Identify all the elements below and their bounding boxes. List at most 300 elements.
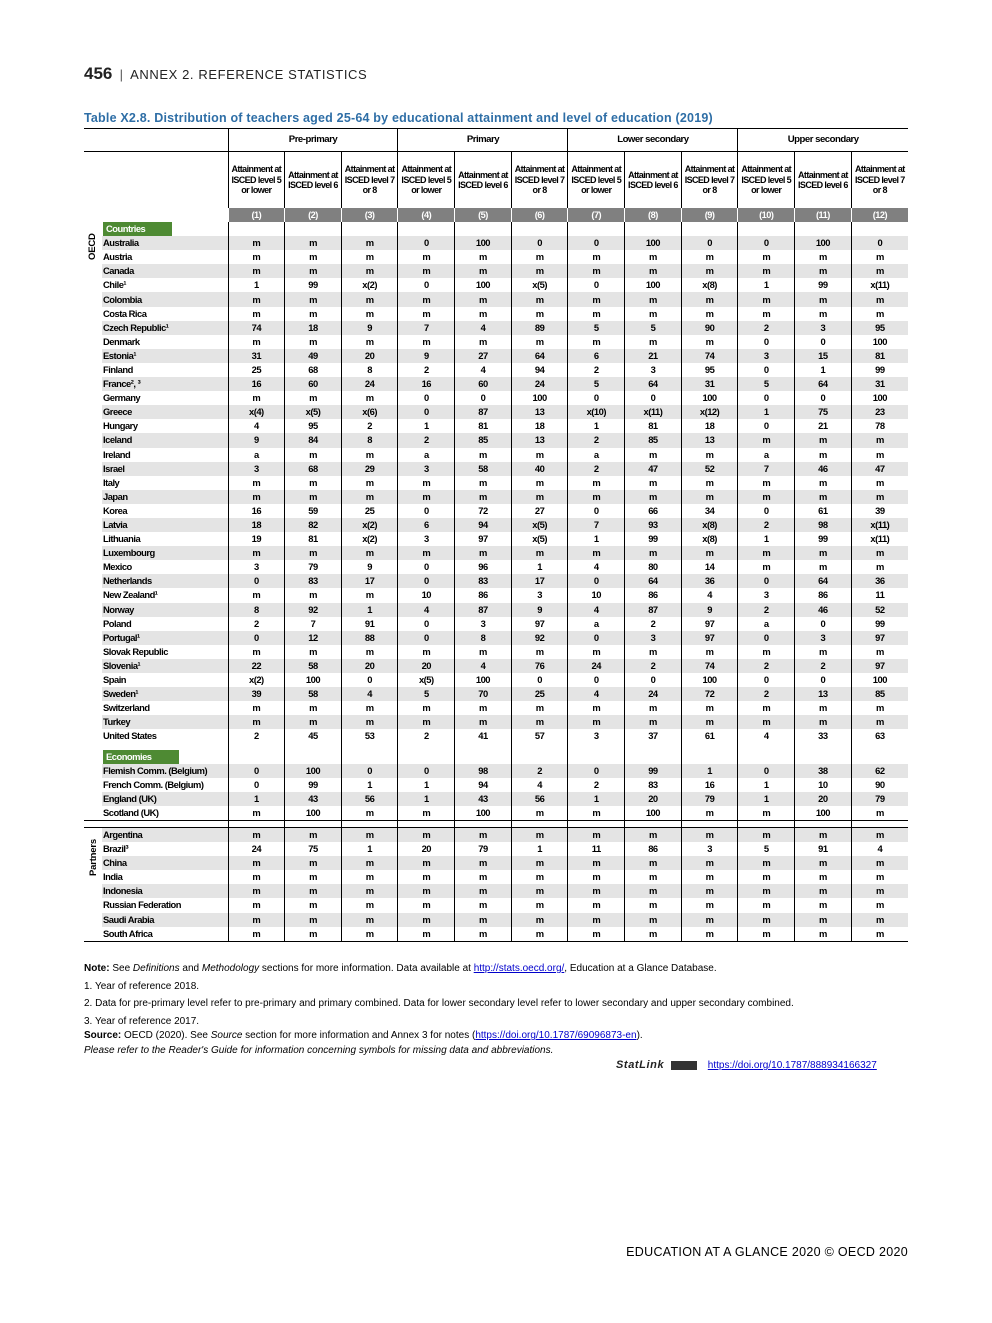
row-label: Slovenia¹: [102, 659, 228, 673]
group-header-primary: Primary: [398, 129, 568, 152]
statlink-wordmark: StatLink: [616, 1059, 665, 1071]
table-cell: 20: [795, 792, 852, 806]
table-cell: m: [228, 264, 285, 278]
table-cell: x(11): [851, 532, 908, 546]
table-cell: 82: [285, 518, 342, 532]
table-cell: 9: [398, 349, 455, 363]
table-cell: m: [285, 264, 342, 278]
table-cell: m: [398, 292, 455, 306]
table-cell: m: [228, 250, 285, 264]
table-cell: 0: [398, 560, 455, 574]
table-cell: 97: [681, 631, 738, 645]
table-cell: 99: [851, 363, 908, 377]
footnote-2: 2. Data for pre-primary level refer to pre-primary and primary combined. Data for lower secondary level refer to lower secondary and upper secondary combined.: [84, 998, 794, 1010]
table-cell: m: [511, 546, 568, 560]
row-tag-cell: [84, 476, 102, 490]
note-text: , Education at a Glance Database.: [564, 963, 717, 974]
table-cell: 3: [455, 617, 512, 631]
table-cell: m: [795, 884, 852, 898]
table-cell: 99: [795, 278, 852, 292]
page-number: 456: [84, 64, 113, 83]
table-cell: 92: [511, 631, 568, 645]
table-cell: m: [738, 490, 795, 504]
table-cell: 25: [511, 687, 568, 701]
table-cell: 95: [681, 363, 738, 377]
row-tag-cell: [84, 250, 102, 264]
table-cell: 61: [795, 504, 852, 518]
table-row: [84, 405, 908, 419]
section-row-economies: [84, 749, 908, 763]
table-cell: m: [341, 236, 398, 250]
table-cell: m: [795, 645, 852, 659]
table-cell: 9: [228, 433, 285, 447]
table-cell: 81: [851, 349, 908, 363]
row-label: Canada: [102, 264, 228, 278]
empty-cell: [285, 222, 342, 236]
table-row: [84, 264, 908, 278]
table-cell: 0: [738, 631, 795, 645]
table-cell: m: [851, 433, 908, 447]
table-cell: m: [285, 250, 342, 264]
column-number: (4): [398, 208, 455, 222]
table-cell: 0: [738, 335, 795, 349]
table-row: [84, 645, 908, 659]
table-cell: 0: [398, 617, 455, 631]
table-cell: 33: [795, 729, 852, 743]
table-cell: m: [398, 884, 455, 898]
table-cell: x(4): [228, 405, 285, 419]
table-cell: m: [851, 856, 908, 870]
table-cell: 5: [625, 321, 682, 335]
table-cell: 0: [228, 778, 285, 792]
table-row: [84, 884, 908, 898]
table-cell: m: [568, 264, 625, 278]
row-tag-cell: [84, 321, 102, 335]
table-cell: m: [568, 913, 625, 927]
group-header-upper-secondary: Upper secondary: [738, 129, 908, 152]
table-row: [84, 870, 908, 884]
table-cell: 1: [568, 532, 625, 546]
empty-cell: [228, 222, 285, 236]
statlink-logo-icon: [671, 1061, 697, 1070]
empty-cell: [455, 749, 512, 763]
table-cell: m: [738, 827, 795, 842]
row-label: Israel: [102, 462, 228, 476]
row-tag-cell: [84, 560, 102, 574]
table-cell: a: [398, 448, 455, 462]
table-cell: m: [228, 715, 285, 729]
table-cell: m: [455, 292, 512, 306]
table-cell: m: [455, 476, 512, 490]
row-label: Iceland: [102, 433, 228, 447]
table-cell: 2: [738, 687, 795, 701]
table-cell: m: [398, 546, 455, 560]
empty-cell: [341, 749, 398, 763]
table-cell: m: [285, 898, 342, 912]
table-row: [84, 806, 908, 821]
table-cell: 87: [625, 603, 682, 617]
table-row: [84, 603, 908, 617]
table-cell: m: [228, 913, 285, 927]
table-cell: m: [228, 645, 285, 659]
row-tag-cell: [84, 715, 102, 729]
column-subheader: Attainment at ISCED level 6: [285, 152, 342, 209]
table-cell: m: [511, 856, 568, 870]
table-cell: 3: [398, 532, 455, 546]
table-cell: 8: [341, 363, 398, 377]
table-row: [84, 617, 908, 631]
table-cell: 17: [511, 574, 568, 588]
column-number: (1): [228, 208, 285, 222]
table-row: [84, 433, 908, 447]
table-cell: 3: [795, 321, 852, 335]
table-cell: 96: [455, 560, 512, 574]
table-cell: 80: [625, 560, 682, 574]
table-cell: 2: [228, 617, 285, 631]
table-cell: 20: [625, 792, 682, 806]
table-cell: m: [625, 913, 682, 927]
table-cell: m: [681, 898, 738, 912]
table-cell: 1: [738, 405, 795, 419]
readers-guide-note: Please refer to the Reader's Guide for information concerning symbols for missing data and abbreviations.: [84, 1044, 554, 1056]
table-cell: m: [341, 490, 398, 504]
table-cell: 37: [625, 729, 682, 743]
note-methodology: Methodology: [201, 963, 260, 974]
table-cell: 1: [228, 278, 285, 292]
table-cell: 0: [398, 391, 455, 405]
column-number: (7): [568, 208, 625, 222]
table-cell: 0: [341, 764, 398, 778]
column-number: (3): [341, 208, 398, 222]
table-cell: 19: [228, 532, 285, 546]
note-label: Note:: [84, 963, 110, 974]
table-cell: m: [681, 264, 738, 278]
table-cell: m: [738, 856, 795, 870]
table-cell: 0: [511, 236, 568, 250]
table-cell: 86: [625, 842, 682, 856]
table-cell: 1: [341, 603, 398, 617]
table-cell: 0: [625, 391, 682, 405]
header-section: ANNEX 2. REFERENCE STATISTICS: [130, 67, 368, 82]
row-label: Spain: [103, 674, 127, 686]
statlink-url[interactable]: https://doi.org/10.1787/888934166327: [707, 1060, 877, 1071]
table-cell: 68: [285, 462, 342, 476]
table-row: [84, 518, 908, 532]
table-cell: m: [625, 856, 682, 870]
table-cell: 1: [795, 363, 852, 377]
section-label-cell: [102, 749, 228, 763]
row-label: South Africa: [102, 927, 228, 942]
row-label: England (UK): [102, 792, 228, 806]
row-tag-cell: [84, 806, 102, 821]
table-cell: m: [285, 884, 342, 898]
row-tag-cell: [84, 349, 102, 363]
table-cell: x(2): [341, 518, 398, 532]
table-cell: m: [341, 827, 398, 842]
table-cell: 0: [738, 236, 795, 250]
table-row: [84, 729, 908, 743]
table-cell: m: [398, 913, 455, 927]
table-cell: 2: [738, 659, 795, 673]
table-cell: m: [738, 806, 795, 821]
row-tag-cell: [84, 884, 102, 898]
doi-notes-link[interactable]: https://doi.org/10.1787/69096873-en: [475, 1030, 637, 1042]
section-row-countries: [84, 222, 908, 236]
table-cell: 3: [625, 631, 682, 645]
section-label-cell: [102, 222, 228, 236]
table-cell: 3: [795, 631, 852, 645]
table-cell: 24: [568, 659, 625, 673]
table-cell: 2: [511, 764, 568, 778]
table-cell: m: [455, 898, 512, 912]
table-row: [84, 715, 908, 729]
table-cell: 49: [285, 349, 342, 363]
table-cell: 0: [568, 764, 625, 778]
table-cell: m: [285, 856, 342, 870]
table-cell: 9: [341, 321, 398, 335]
empty-cell: [511, 749, 568, 763]
table-cell: 64: [511, 349, 568, 363]
table-cell: 20: [398, 842, 455, 856]
table-cell: 9: [341, 560, 398, 574]
table-cell: 40: [511, 462, 568, 476]
table-cell: 14: [681, 560, 738, 574]
table-cell: m: [738, 546, 795, 560]
table-cell: m: [568, 884, 625, 898]
table-cell: 11: [568, 842, 625, 856]
footnote-1: 1. Year of reference 2018.: [84, 980, 200, 992]
table-cell: a: [568, 448, 625, 462]
table-cell: 85: [455, 433, 512, 447]
row-label: Australia: [102, 236, 228, 250]
table-title: Table X2.8. Distribution of teachers aged 25-64 by educational attainment and level of education (2019): [84, 111, 713, 125]
table-cell: 99: [625, 532, 682, 546]
row-tag-cell: [84, 335, 102, 349]
table-cell: 4: [851, 842, 908, 856]
table-cell: m: [455, 448, 512, 462]
table-cell: m: [228, 307, 285, 321]
table-cell: 39: [228, 687, 285, 701]
table-cell: m: [851, 292, 908, 306]
empty-cell: [625, 222, 682, 236]
table-cell: m: [341, 307, 398, 321]
table-cell: 4: [228, 419, 285, 433]
source-text: section for more information and Annex 3 for notes (: [242, 1030, 476, 1042]
empty-cell: [511, 222, 568, 236]
table-cell: 56: [511, 792, 568, 806]
table-cell: 3: [681, 842, 738, 856]
table-cell: m: [455, 307, 512, 321]
table-cell: m: [625, 292, 682, 306]
table-cell: 4: [681, 588, 738, 602]
table-cell: x(6): [341, 405, 398, 419]
table-cell: m: [398, 927, 455, 942]
stats-oecd-link[interactable]: http://stats.oecd.org/: [473, 963, 565, 974]
table-cell: 85: [625, 433, 682, 447]
table-cell: m: [795, 448, 852, 462]
table-row: [84, 687, 908, 701]
table-cell: 100: [285, 764, 342, 778]
table-cell: 0: [568, 278, 625, 292]
table-cell: 24: [511, 377, 568, 391]
row-tag-cell: [84, 856, 102, 870]
table-cell: 64: [625, 377, 682, 391]
table-cell: 2: [795, 659, 852, 673]
row-label: Turkey: [102, 715, 228, 729]
column-subheader: Attainment at ISCED level 7 or 8: [511, 152, 568, 209]
row-label: Colombia: [102, 292, 228, 306]
table-cell: m: [285, 913, 342, 927]
table-cell: m: [341, 856, 398, 870]
table-cell: 3: [568, 729, 625, 743]
table-cell: 5: [738, 377, 795, 391]
table-cell: m: [681, 715, 738, 729]
table-row: [84, 476, 908, 490]
table-cell: m: [511, 264, 568, 278]
table-cell: m: [568, 335, 625, 349]
table-cell: 31: [681, 377, 738, 391]
table-cell: m: [568, 546, 625, 560]
table-cell: 47: [625, 462, 682, 476]
table-cell: m: [795, 701, 852, 715]
source-text: ).: [636, 1030, 643, 1042]
column-subheader: Attainment at ISCED level 7 or 8: [341, 152, 398, 209]
column-subheader: Attainment at ISCED level 7 or 8: [681, 152, 738, 209]
table-cell: x(8): [681, 518, 738, 532]
table-row: [84, 377, 908, 391]
empty-cell: [285, 749, 342, 763]
table-cell: m: [398, 645, 455, 659]
table-cell: m: [851, 546, 908, 560]
table-cell: m: [851, 827, 908, 842]
column-number: (6): [511, 208, 568, 222]
column-number: (12): [851, 208, 908, 222]
table-cell: 2: [568, 778, 625, 792]
group-header-row: [84, 129, 908, 152]
table-cell: m: [568, 870, 625, 884]
source-paragraph: [84, 1029, 924, 1043]
table-cell: m: [681, 701, 738, 715]
row-tag-cell: [84, 603, 102, 617]
table-cell: m: [738, 560, 795, 574]
table-cell: m: [341, 898, 398, 912]
table-cell: 99: [851, 617, 908, 631]
row-label: Austria: [103, 251, 132, 263]
table-cell: m: [738, 250, 795, 264]
table-cell: m: [681, 292, 738, 306]
table-cell: m: [738, 645, 795, 659]
table-cell: 100: [851, 391, 908, 405]
table-cell: a: [738, 448, 795, 462]
column-subheader: Attainment at ISCED level 7 or 8: [851, 152, 908, 209]
table-cell: 3: [228, 462, 285, 476]
empty-cell: [398, 222, 455, 236]
table-cell: 99: [285, 278, 342, 292]
table-row: [84, 236, 908, 250]
row-tag-cell: [84, 764, 102, 778]
table-cell: 27: [511, 504, 568, 518]
table-cell: m: [228, 292, 285, 306]
table-cell: x(8): [681, 278, 738, 292]
table-cell: m: [681, 870, 738, 884]
table-cell: m: [228, 870, 285, 884]
table-row: [84, 588, 908, 602]
table-cell: m: [511, 645, 568, 659]
table-row: [84, 778, 908, 792]
table-cell: 84: [285, 433, 342, 447]
table-cell: 7: [398, 321, 455, 335]
table-row: [84, 321, 908, 335]
table-cell: 97: [851, 659, 908, 673]
row-label: Estonia¹: [102, 349, 228, 363]
partners-vertical-label: Partners: [88, 838, 99, 876]
table-cell: m: [738, 898, 795, 912]
table-cell: m: [228, 856, 285, 870]
row-tag-cell: [84, 264, 102, 278]
table-cell: m: [568, 715, 625, 729]
table-cell: 16: [681, 778, 738, 792]
table-cell: x(5): [511, 518, 568, 532]
row-tag-cell: [84, 659, 102, 673]
empty-cell: [228, 749, 285, 763]
table-cell: 7: [568, 518, 625, 532]
table-cell: m: [511, 827, 568, 842]
table-cell: 1: [738, 278, 795, 292]
column-subheader: Attainment at ISCED level 6: [795, 152, 852, 209]
table-cell: m: [681, 546, 738, 560]
table-cell: 3: [228, 560, 285, 574]
table-cell: 2: [398, 433, 455, 447]
table-cell: 21: [625, 349, 682, 363]
table-cell: m: [568, 490, 625, 504]
table-row: [84, 631, 908, 645]
table-cell: m: [511, 701, 568, 715]
table-cell: 1: [228, 792, 285, 806]
row-label: Switzerland: [103, 702, 150, 714]
header-separator: |: [119, 67, 124, 82]
table-cell: m: [681, 927, 738, 942]
table-cell: 74: [681, 349, 738, 363]
table-cell: 18: [511, 419, 568, 433]
table-cell: 2: [625, 617, 682, 631]
table-row: [84, 278, 908, 292]
note-text: and: [179, 963, 202, 974]
table-cell: m: [455, 856, 512, 870]
table-cell: 2: [568, 462, 625, 476]
table-cell: m: [511, 884, 568, 898]
table-cell: m: [341, 546, 398, 560]
column-number: (9): [681, 208, 738, 222]
table-cell: m: [398, 856, 455, 870]
table-container: [84, 128, 908, 942]
row-tag-cell: [84, 898, 102, 912]
table-cell: 0: [455, 391, 512, 405]
table-cell: m: [511, 870, 568, 884]
column-number: (5): [455, 208, 512, 222]
table-cell: 76: [511, 659, 568, 673]
table-cell: m: [851, 560, 908, 574]
table-row: [84, 391, 908, 405]
row-tag-cell: [84, 778, 102, 792]
table-cell: m: [795, 898, 852, 912]
table-cell: m: [851, 913, 908, 927]
table-cell: 36: [681, 574, 738, 588]
table-cell: 91: [795, 842, 852, 856]
table-cell: m: [738, 433, 795, 447]
row-tag-cell: [84, 504, 102, 518]
row-tag-cell: [84, 617, 102, 631]
table-cell: m: [341, 292, 398, 306]
